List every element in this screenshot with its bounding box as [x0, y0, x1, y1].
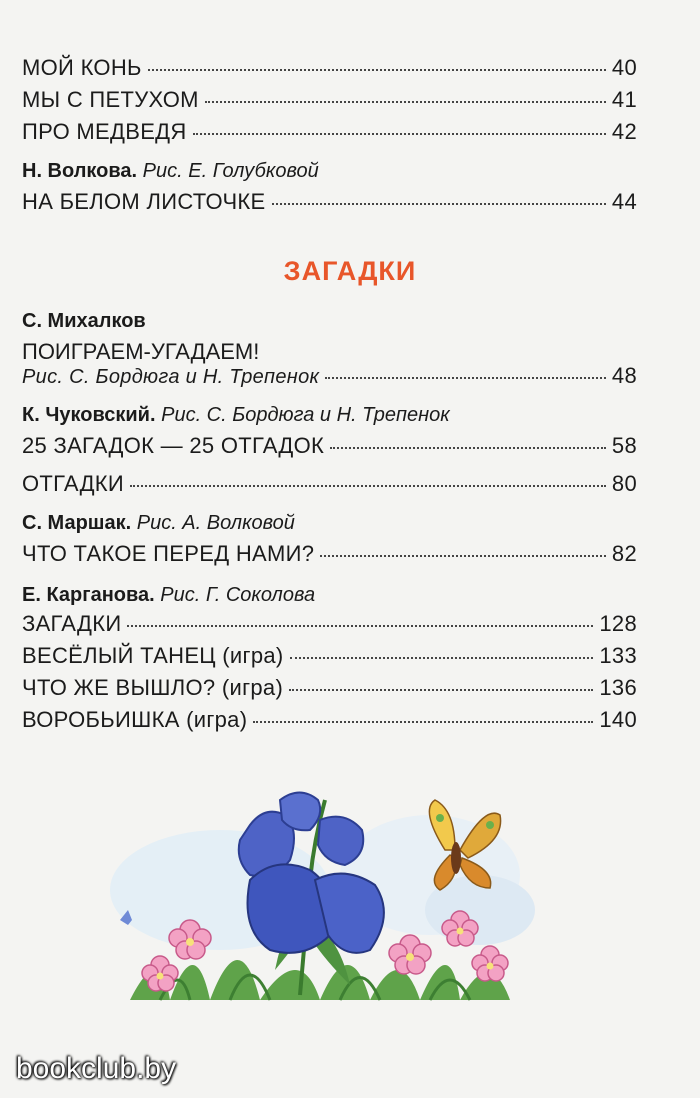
author-line-volkova: [22, 156, 662, 186]
toc-entry-page: 128: [599, 611, 637, 636]
toc-entry-page: 44: [611, 189, 637, 214]
dot-leader: [130, 484, 606, 487]
author-name: Е. Карганова.: [22, 584, 155, 606]
toc-entry-page: 136: [599, 675, 637, 700]
toc-entry: [22, 538, 637, 570]
illustrator-credit: Рис. С. Бордюга и Н. Трепенок: [22, 366, 320, 388]
illustrator-credit: Рис. С. Бордюга и Н. Трепенок: [161, 404, 450, 426]
toc-entry-title: ВЕСЁЛЫЙ ТАНЕЦ (игра): [22, 643, 284, 668]
toc-entry-title: ЗАГАДКИ: [22, 611, 122, 636]
dot-leader: [127, 624, 593, 627]
toc-entry: [22, 640, 637, 672]
author-line-mikhalkov: [22, 306, 662, 336]
work-title: ПОИГРАЕМ-УГАДАЕМ!: [22, 339, 260, 364]
author-line-chukovsky: [22, 400, 662, 430]
dot-leader: [289, 688, 593, 691]
watermark: bookclub.by: [16, 1052, 177, 1085]
author-name: Н. Волкова.: [22, 160, 138, 182]
toc-entry-title: ЧТО ЖЕ ВЫШЛО? (игра): [22, 675, 284, 700]
dot-leader: [193, 132, 606, 135]
toc-entry-title: МОЙ КОНЬ: [22, 55, 142, 80]
author-name: К. Чуковский.: [22, 404, 156, 426]
toc-entry: [22, 672, 637, 704]
toc-entry: [22, 608, 637, 640]
dot-leader: [253, 720, 593, 723]
dot-leader: [325, 376, 606, 379]
dot-leader: [320, 554, 606, 557]
toc-entry-page: 58: [611, 433, 637, 458]
illustrator-credit: Рис. Г. Соколова: [160, 584, 316, 606]
author-line-marshak: [22, 508, 662, 538]
toc-entry-title: МЫ С ПЕТУХОМ: [22, 87, 199, 112]
bellflower: [318, 817, 363, 865]
illustrator-credit: Рис. Е. Голубковой: [142, 160, 319, 182]
toc-entry-page: 40: [611, 55, 637, 80]
toc-entry-page: 42: [611, 119, 637, 144]
toc-entry-title: ЧТО ТАКОЕ ПЕРЕД НАМИ?: [22, 541, 315, 566]
toc-entry: [22, 468, 637, 500]
toc-entry-page: 133: [599, 643, 637, 668]
toc-entry-page: 82: [611, 541, 637, 566]
toc-entry-page: 80: [611, 471, 637, 496]
toc-entry-title: ВОРОБЬИШКА (игра): [22, 707, 248, 732]
toc-entry-title: 25 ЗАГАДОК — 25 ОТГАДОК: [22, 433, 325, 458]
bellflower-butterfly-illustration: [100, 770, 540, 1010]
dot-leader: [290, 656, 594, 659]
bellflower: [280, 793, 320, 831]
toc-entry: [22, 52, 637, 84]
toc-entry: [22, 84, 637, 116]
toc-entry: [22, 430, 637, 462]
section-title: ЗАГАДКИ: [283, 256, 417, 286]
toc-entry: [22, 186, 637, 218]
toc-entry-title: НА БЕЛОМ ЛИСТОЧКЕ: [22, 189, 266, 214]
toc-entry-title: ПРО МЕДВЕДЯ: [22, 119, 187, 144]
toc-entry-page: 140: [599, 707, 637, 732]
author-name: С. Михалков: [22, 310, 146, 332]
toc-entry: [22, 116, 637, 148]
dot-leader: [148, 68, 606, 71]
toc-entry-title: ОТГАДКИ: [22, 471, 125, 496]
author-name: С. Маршак.: [22, 512, 132, 534]
toc-entry-page: 48: [611, 363, 637, 388]
toc-entry-page: 41: [611, 87, 637, 112]
author-line-karganova: [22, 580, 662, 610]
dot-leader: [205, 100, 606, 103]
illustrator-credit: Рис. А. Волковой: [136, 512, 295, 534]
toc-entry: [22, 704, 637, 736]
dot-leader: [272, 202, 606, 205]
dot-leader: [330, 446, 606, 449]
toc-entry: [22, 360, 637, 392]
